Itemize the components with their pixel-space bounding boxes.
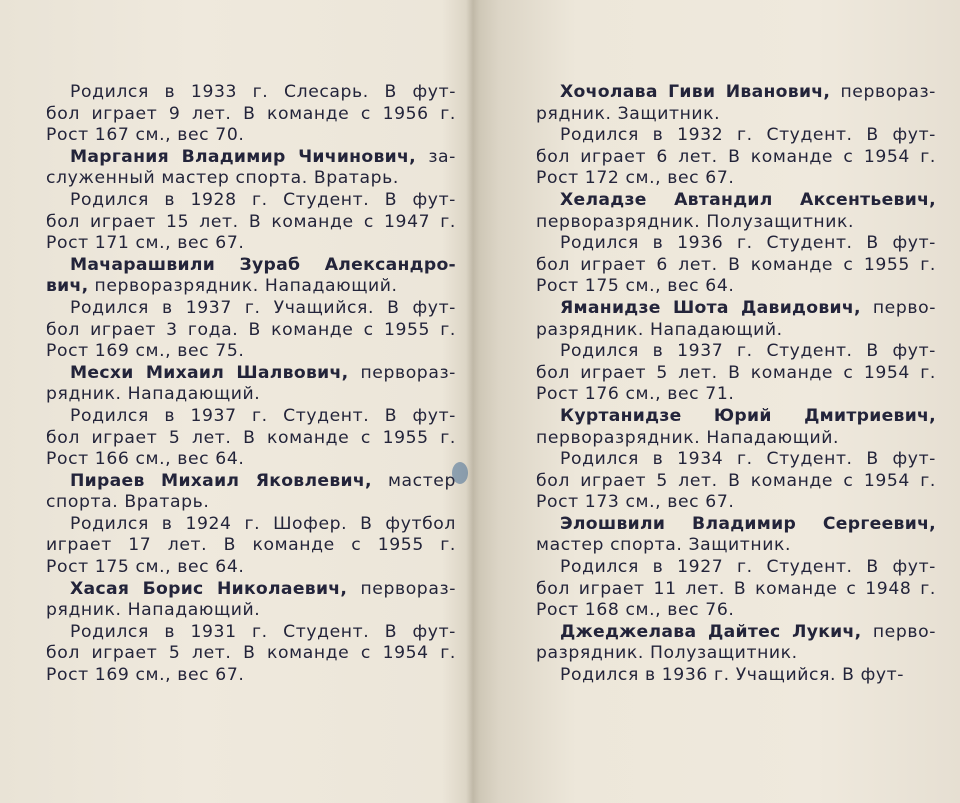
- text-line: Родился в 1928 г. Студент. В фут-: [70, 189, 456, 210]
- player-name: Месхи Михаил Шалвович,: [70, 362, 349, 383]
- text-line: Рост 168 см., вес 76.: [536, 600, 735, 621]
- player-name: Яманидзе Шота Давидович,: [560, 297, 861, 318]
- text-line: Родился в 1937 г. Учащийся. В фут-: [70, 297, 456, 318]
- text-line: мастер спорта. Защитник.: [536, 535, 792, 556]
- player-heading: Месхи Михаил Шалвович, перворaз-: [70, 362, 456, 383]
- player-name: Мачарашвили Зураб Александро-: [70, 254, 456, 275]
- text-line: перворазрядник. Полузащитник.: [536, 211, 855, 232]
- text-line: бол играет 3 года. В команде с 1955 г.: [46, 319, 456, 340]
- player-heading: Хасая Борис Николаевич, перворaз-: [70, 578, 456, 599]
- player-heading: вич, перворазрядник. Нападающий.: [46, 276, 398, 297]
- player-name: Хочолава Гиви Иванович,: [560, 82, 831, 102]
- player-name: Элошвили Владимир Сергеевич,: [560, 513, 936, 534]
- text-line: рядник. Защитник.: [536, 103, 721, 124]
- player-heading: [536, 406, 936, 428]
- text-line: бол играет 9 лет. В команде с 1956 г.: [46, 103, 456, 124]
- player-name: Куртанидзе Юрий Дмитриевич,: [560, 405, 936, 426]
- text-line: служенный мастер спорта. Вратарь.: [46, 168, 399, 189]
- text-line: бол играет 6 лет. В команде с 1955 г.: [536, 254, 936, 275]
- text-line: Родился в 1924 г. Шофер. В футбол: [70, 513, 456, 534]
- text-line: Родился в 1933 г. Слесарь. В фут-: [70, 82, 456, 102]
- text-line: Рост 175 см., вес 64.: [46, 557, 245, 578]
- text-line: Рост 176 см., вес 71.: [536, 384, 735, 405]
- text-line: бол играет 11 лет. В команде с 1948 г.: [536, 578, 936, 599]
- text-line: Родился в 1936 г. Учащийся. В фут-: [560, 665, 905, 686]
- left-page: [46, 82, 456, 687]
- text-line: бол играет 6 лет. В команде с 1954 г.: [536, 146, 936, 167]
- player-name: Пираев Михаил Яковлевич,: [70, 470, 372, 491]
- text-line: Рост 169 см., вес 75.: [46, 341, 245, 362]
- player-heading: Маргания Владимир Чичинович, за-: [70, 146, 456, 167]
- text-line: бол играет 5 лет. В команде с 1955 г.: [46, 427, 456, 448]
- text-line: Рост 175 см., вес 64.: [536, 276, 735, 297]
- text-line: Родился в 1934 г. Студент. В фут-: [560, 449, 936, 470]
- text-line: Рост 171 см., вес 67.: [46, 233, 245, 254]
- text-line: бол играет 15 лет. В команде с 1947 г.: [46, 211, 456, 232]
- right-page: [536, 82, 936, 687]
- player-name: Хеладзе Автандил Аксентьевич,: [560, 189, 936, 210]
- player-name: вич,: [46, 276, 89, 297]
- player-name: Маргания Владимир Чичинович,: [70, 146, 416, 167]
- text-line: Родился в 1931 г. Студент. В фут-: [70, 621, 456, 642]
- text-line: рядник. Нападающий.: [46, 600, 261, 621]
- text-line: бол играет 5 лет. В команде с 1954 г.: [536, 362, 936, 383]
- text-line: Рост 167 см., вес 70.: [46, 125, 245, 146]
- text-line: Рост 169 см., вес 67.: [46, 665, 245, 686]
- text-line: Рост 172 см., вес 67.: [536, 168, 735, 189]
- text-line: перворазрядник. Нападающий.: [536, 427, 840, 448]
- player-heading: [46, 255, 456, 277]
- text-line: Родился в 1932 г. Студент. В фут-: [560, 125, 936, 146]
- text-line: Родился в 1937 г. Студент. В фут-: [560, 341, 936, 362]
- text-line: разрядник. Нападающий.: [536, 319, 783, 340]
- text-line: бол играет 5 лет. В команде с 1954 г.: [46, 643, 456, 664]
- player-name: Хасая Борис Николаевич,: [70, 578, 348, 599]
- text-line: спорта. Вратарь.: [46, 492, 210, 513]
- player-heading: Хочолава Гиви Иванович, перворaз-: [560, 82, 936, 102]
- player-heading: Джеджелава Дайтес Лукич, перво-: [560, 621, 937, 642]
- text-line: Рост 166 см., вес 64.: [46, 449, 245, 470]
- player-name: Джеджелава Дайтес Лукич,: [560, 621, 862, 642]
- player-heading: [536, 190, 936, 212]
- text-line: Рост 173 см., вес 67.: [536, 492, 735, 513]
- player-heading: [536, 514, 936, 536]
- player-heading: Пираев Михаил Яковлевич, мастер: [70, 470, 456, 491]
- text-line: Родился в 1927 г. Студент. В фут-: [560, 557, 936, 578]
- player-heading: Яманидзе Шота Давидович, перво-: [560, 297, 936, 318]
- text-line: бол играет 5 лет. В команде с 1954 г.: [536, 470, 936, 491]
- text-line: разрядник. Полузащитник.: [536, 643, 798, 664]
- text-line: рядник. Нападающий.: [46, 384, 261, 405]
- text-line: Родился в 1936 г. Студент. В фут-: [560, 233, 936, 254]
- text-line: Родился в 1937 г. Студент. В фут-: [70, 405, 456, 426]
- text-line: играет 17 лет. В команде с 1955 г.: [46, 535, 456, 556]
- book-gutter: [466, 0, 480, 803]
